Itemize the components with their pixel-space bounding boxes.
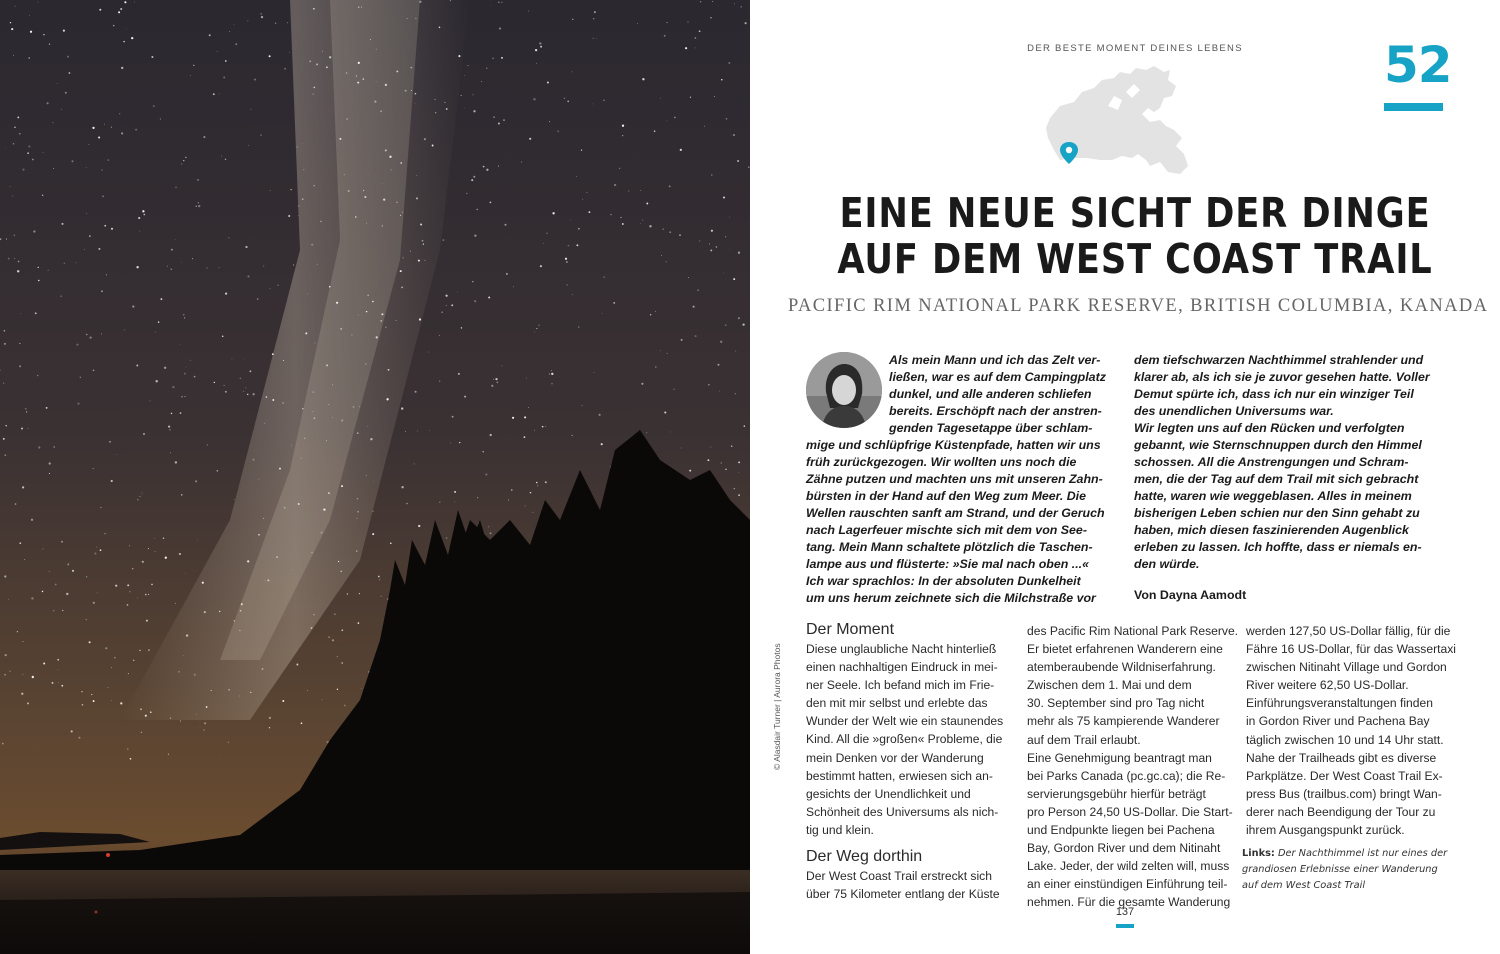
author-avatar (806, 352, 882, 428)
body-column-3: werden 127,50 US-Dollar fällig, für die Fähre 16 US-Dollar, für das Wassertaxi zwischen Nitinaht Village und Gordon River weitere 62,50 US-Dollar. Einführungsveranstaltungen finden in Gordon River und Pachena Bay täglich zwischen 10 und 14 Uhr statt. Nahe der Trailheads gibt es diverse Parkplätze. Der West Coast Trail Ex- press Bus (trailbus.com) bringt Wan- derer nach Beendigung der Tour zu ihrem Ausgangspunkt zurück. (1246, 624, 1456, 838)
section-heading-moment: Der Moment (806, 621, 895, 638)
intro-text-left: genden Tagesetappe über schlam- mige und schlüpfrige Küstenpfade, hatten wir uns früh zurückgezogen. Wir wollten uns noch die Zähne putzen und machten uns mit unseren Zahn- bürsten in der Hand auf den Weg zum Meer. Die Wellen rauschten sanft am Strand, und der Geruch nach Lagerfeuer mischte sich mit dem von See- tang. Mein Mann schaltete plötzlich die Taschen- lampe aus und flüsterte: »Sie mal nach oben ...« Ich war sprachlos: In der absoluten Dunkelheit um uns herum zeichnete sich die Milchstraße vor (806, 421, 1105, 605)
body-column-1: Der Moment Diese unglaubliche Nacht hinterließ einen nachhaltigen Eindruck in mei- ner Seele. Ich befand mich im Frie- den mit mir selbst und erlebte das Wunder der Welt wie ein staunendes Kind. All die »großen« Probleme, die mein Denken vor der Wanderung bestimmt hatten, erwiesen sich an- gesichts der Unendlichkeit und Schönheit des Universums als nich- tig und klein. Der Weg dorthin Der West Coast Trail erstreckt sich über 75 Kilometer entlang der Küste (806, 621, 1004, 902)
title-line-2: AUF DEM WEST COAST TRAIL (837, 235, 1433, 283)
intro-text-wrapped: Als mein Mann und ich das Zelt ver- ließen, war es auf dem Campingplatz dunkel, und alle anderen schliefen bereits. Erschöpft nach der anstren- (889, 353, 1106, 418)
article-number-underline (1384, 103, 1443, 111)
article-subtitle: PACIFIC RIM NATIONAL PARK RESERVE, BRITISH COLUMBIA, KANADA (788, 296, 1489, 316)
page-number: 137 (1115, 906, 1135, 918)
article-number: 52 (1384, 36, 1452, 94)
page-number-bar (1116, 924, 1134, 928)
photo-caption: Links: Der Nachthimmel ist nur eines der grandiosen Erlebnisse einer Wanderung auf dem West Coast Trail (1242, 848, 1448, 891)
section-kicker: DER BESTE MOMENT DEINES LEBENS (1027, 43, 1243, 54)
article-title (830, 190, 1441, 282)
intro-text-right: dem tiefschwarzen Nachthimmel strahlender und klarer ab, als ich sie je zuvor gesehen hatte. Voller Demut spürte ich, dass ich nur ein winziger Teil des unendlichen Universums war. Wir legten uns auf den Rücken und verfolgten gebannt, wie Sternschnuppen durch den Himmel schossen. All die Anstrengungen und Schram- men, die der Tag auf dem Trail mit sich gebracht hatte, waren wie weggeblasen. Alles in meinem bisherigen Leben schien nur den Sinn gehabt zu haben, mich diesen faszinierenden Augenblick erleben zu lassen. Ich hoffte, dass er niemals en- den würde. (1134, 353, 1430, 571)
photo-credit: © Alasdair Turner | Aurora Photos (772, 643, 782, 770)
canada-map-icon (1042, 66, 1192, 182)
body-column-2: des Pacific Rim National Park Reserve. Er bietet erfahrenen Wanderern eine atemberaubende Wildniserfahrung. Zwischen dem 1. Mai und dem 30. September sind pro Tag nicht mehr als 75 kampierende Wanderer auf dem Trail erlaubt. Eine Genehmigung beantragt man bei Parks Canada (pc.gc.ca); die Re- servierungsgebühr hierfür beträgt pro Person 24,50 US-Dollar. Die Start- und Endpunkte liegen bei Pachena Bay, Gordon River und dem Nitinaht Lake. Jeder, der wild zelten will, muss an einer einstündigen Einführung teil- nehmen. Für die gesamte Wanderung (1027, 624, 1239, 910)
caption-label: Links: (1242, 848, 1275, 859)
location-pin-icon (1060, 142, 1078, 164)
author-byline: Von Dayna Aamodt (1134, 588, 1247, 602)
section-heading-route: Der Weg dorthin (806, 848, 923, 866)
title-line-1: EINE NEUE SICHT DER DINGE (839, 189, 1431, 237)
